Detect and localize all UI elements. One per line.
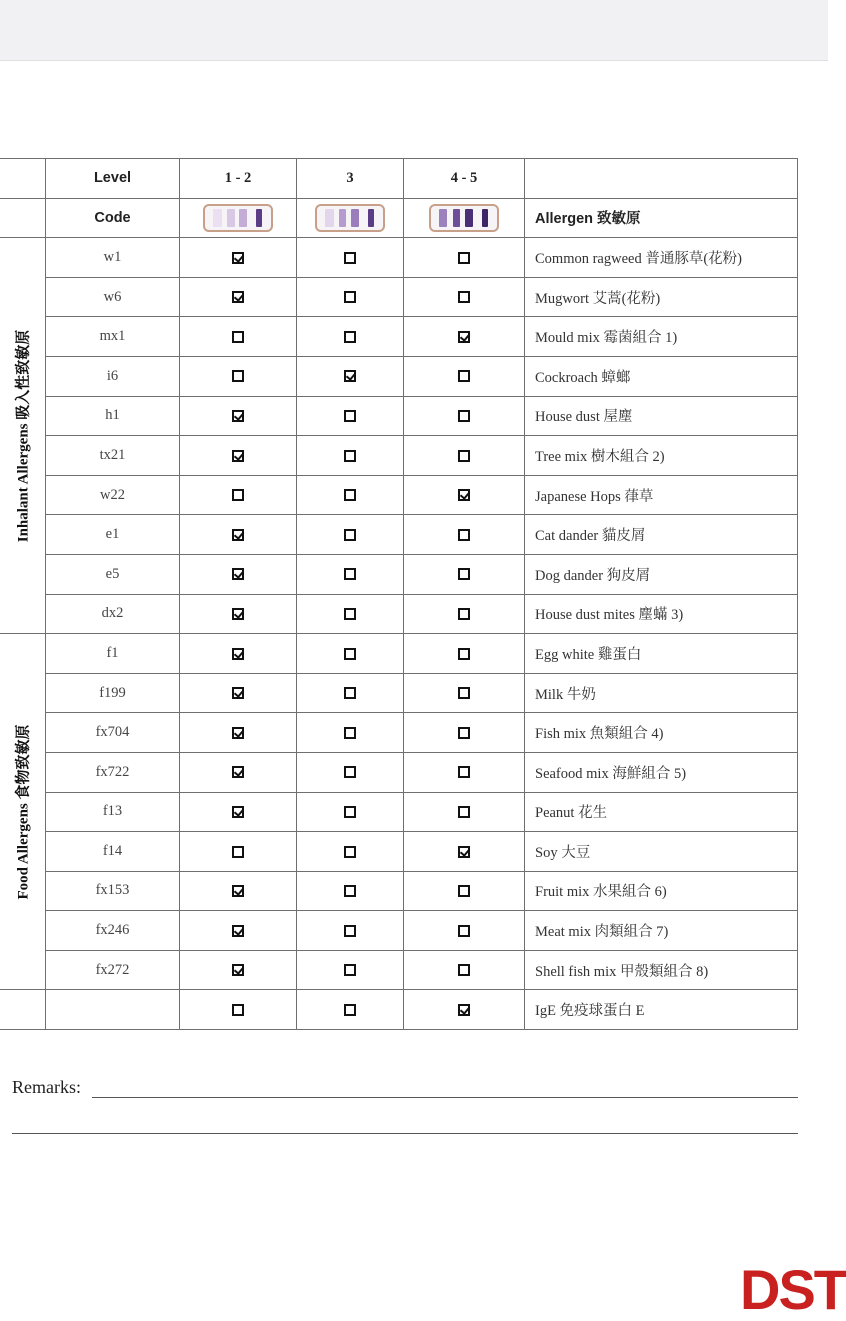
level-cell	[297, 317, 404, 357]
allergen-name: Peanut 花生	[525, 792, 798, 832]
table-row	[0, 475, 798, 515]
checkbox-icon	[344, 648, 356, 660]
level-cell	[180, 634, 297, 674]
level-cell	[404, 990, 525, 1030]
level-cell	[180, 950, 297, 990]
remarks-label: Remarks:	[12, 1077, 81, 1097]
checkbox-icon	[344, 687, 356, 699]
allergen-code: e1	[46, 515, 180, 555]
table-row	[0, 792, 798, 832]
corner-cell	[0, 159, 46, 199]
allergen-name: Mould mix 霉菌組合 1)	[525, 317, 798, 357]
checkbox-icon	[458, 925, 470, 937]
level-cell	[297, 396, 404, 436]
checkbox-icon	[458, 410, 470, 422]
checkbox-icon	[232, 846, 244, 858]
checkbox-icon	[344, 450, 356, 462]
checked-box-icon	[232, 568, 244, 580]
table-row	[0, 277, 798, 317]
checkbox-icon	[458, 252, 470, 264]
strip-cell-3	[404, 198, 525, 238]
level-1-2-header: 1 - 2	[180, 159, 297, 199]
table-row	[0, 990, 798, 1030]
level-cell	[297, 673, 404, 713]
level-cell	[297, 990, 404, 1030]
allergen-name: Meat mix 肉類組合 7)	[525, 911, 798, 951]
level-cell	[404, 832, 525, 872]
allergen-name: Japanese Hops 葎草	[525, 475, 798, 515]
allergen-code: f1	[46, 634, 180, 674]
level-label: Level	[46, 159, 180, 199]
allergen-name: House dust mites 塵蟎 3)	[525, 594, 798, 634]
level-cell	[404, 594, 525, 634]
allergen-code: f13	[46, 792, 180, 832]
checked-box-icon	[232, 529, 244, 541]
level-cell	[180, 594, 297, 634]
allergen-code: tx21	[46, 436, 180, 476]
checkbox-icon	[458, 885, 470, 897]
allergen-name: Tree mix 樹木組合 2)	[525, 436, 798, 476]
level-cell	[297, 792, 404, 832]
top-bar	[0, 0, 828, 61]
checkbox-icon	[458, 806, 470, 818]
level-cell	[180, 277, 297, 317]
allergen-name: Fruit mix 水果組合 6)	[525, 871, 798, 911]
table-row	[0, 911, 798, 951]
allergen-code: w1	[46, 238, 180, 278]
allergen-code: dx2	[46, 594, 180, 634]
level-cell	[180, 396, 297, 436]
level-cell	[297, 871, 404, 911]
checked-box-icon	[232, 727, 244, 739]
level-cell	[404, 673, 525, 713]
level-cell	[180, 832, 297, 872]
level-cell	[404, 356, 525, 396]
level-cell	[404, 317, 525, 357]
checkbox-icon	[344, 766, 356, 778]
level-cell	[404, 713, 525, 753]
checkbox-icon	[458, 568, 470, 580]
table-row	[0, 317, 798, 357]
checkbox-icon	[344, 806, 356, 818]
level-cell	[404, 515, 525, 555]
checkbox-icon	[344, 331, 356, 343]
allergen-name: Dog dander 狗皮屑	[525, 554, 798, 594]
allergen-code: fx272	[46, 950, 180, 990]
strip-cell-1	[180, 198, 297, 238]
level-cell	[404, 950, 525, 990]
table-row	[0, 832, 798, 872]
checked-box-icon	[232, 648, 244, 660]
table-row	[0, 950, 798, 990]
remarks-line-2	[12, 1133, 798, 1134]
table-row	[0, 515, 798, 555]
checked-box-icon	[232, 964, 244, 976]
level-cell	[180, 752, 297, 792]
checkbox-icon	[344, 1004, 356, 1016]
checked-box-icon	[232, 766, 244, 778]
checkbox-icon	[458, 648, 470, 660]
level-cell	[297, 554, 404, 594]
checked-box-icon	[458, 1004, 470, 1016]
level-cell	[404, 396, 525, 436]
level-cell	[404, 752, 525, 792]
checked-box-icon	[458, 846, 470, 858]
food-category-label	[0, 634, 46, 990]
table-row	[0, 871, 798, 911]
checkbox-icon	[458, 608, 470, 620]
table-row	[0, 713, 798, 753]
allergen-header: Allergen 致敏原	[525, 198, 798, 238]
blank-header-cell	[525, 159, 798, 199]
allergen-name: Seafood mix 海鮮組合 5)	[525, 752, 798, 792]
level-cell	[297, 752, 404, 792]
checked-box-icon	[232, 252, 244, 264]
checkbox-icon	[344, 568, 356, 580]
checked-box-icon	[232, 925, 244, 937]
category-label-text: Inhalant Allergens 吸入性致敏原	[15, 329, 32, 542]
dst-logo: DST	[740, 1258, 846, 1321]
checkbox-icon	[344, 964, 356, 976]
level-cell	[180, 871, 297, 911]
table-row	[0, 752, 798, 792]
level-cell	[404, 238, 525, 278]
allergen-code: f199	[46, 673, 180, 713]
strip-cell-2	[297, 198, 404, 238]
checkbox-icon	[458, 291, 470, 303]
checkbox-icon	[458, 964, 470, 976]
allergen-name: Common ragweed 普通豚草(花粉)	[525, 238, 798, 278]
remarks-line	[92, 1097, 798, 1098]
level-cell	[297, 950, 404, 990]
allergen-name: IgE 免疫球蛋白 E	[525, 990, 798, 1030]
checked-box-icon	[458, 489, 470, 501]
allergen-code: fx704	[46, 713, 180, 753]
checkbox-icon	[344, 291, 356, 303]
checkbox-icon	[232, 489, 244, 501]
category-blank-cell	[0, 990, 46, 1030]
checkbox-icon	[232, 1004, 244, 1016]
level-cell	[180, 317, 297, 357]
checkbox-icon	[458, 766, 470, 778]
reaction-strip-icon	[429, 204, 499, 232]
allergen-name: Shell fish mix 甲殼類組合 8)	[525, 950, 798, 990]
level-cell	[297, 436, 404, 476]
level-cell	[180, 673, 297, 713]
allergen-code: i6	[46, 356, 180, 396]
checkbox-icon	[458, 687, 470, 699]
checkbox-icon	[344, 410, 356, 422]
checkbox-icon	[458, 727, 470, 739]
table-row	[0, 356, 798, 396]
table-row	[0, 594, 798, 634]
level-cell	[180, 713, 297, 753]
allergen-name: Mugwort 艾蒿(花粉)	[525, 277, 798, 317]
checkbox-icon	[344, 885, 356, 897]
level-cell	[404, 792, 525, 832]
level-cell	[404, 634, 525, 674]
level-cell	[404, 475, 525, 515]
checkbox-icon	[232, 370, 244, 382]
checkbox-icon	[458, 529, 470, 541]
checkbox-icon	[344, 608, 356, 620]
allergen-code: f14	[46, 832, 180, 872]
allergen-name: House dust 屋塵	[525, 396, 798, 436]
checked-box-icon	[232, 806, 244, 818]
reaction-strip-icon	[203, 204, 273, 232]
level-cell	[297, 515, 404, 555]
level-cell	[180, 475, 297, 515]
checked-box-icon	[232, 687, 244, 699]
checkbox-icon	[344, 529, 356, 541]
checked-box-icon	[344, 370, 356, 382]
checkbox-icon	[344, 489, 356, 501]
checked-box-icon	[232, 410, 244, 422]
level-3-header: 3	[297, 159, 404, 199]
table-row	[0, 554, 798, 594]
level-cell	[297, 277, 404, 317]
table-row	[0, 436, 798, 476]
level-cell	[180, 911, 297, 951]
checked-box-icon	[232, 291, 244, 303]
checked-box-icon	[232, 885, 244, 897]
allergen-table	[0, 158, 798, 1030]
allergen-name: Egg white 雞蛋白	[525, 634, 798, 674]
level-cell	[297, 356, 404, 396]
inhalant-category-label	[0, 238, 46, 634]
allergen-code: fx153	[46, 871, 180, 911]
level-cell	[297, 634, 404, 674]
checked-box-icon	[232, 608, 244, 620]
level-cell	[297, 594, 404, 634]
level-cell	[180, 792, 297, 832]
corner-cell	[0, 198, 46, 238]
reaction-strip-icon	[315, 204, 385, 232]
level-cell	[180, 515, 297, 555]
checkbox-icon	[344, 925, 356, 937]
allergen-code: fx246	[46, 911, 180, 951]
level-cell	[297, 238, 404, 278]
checkbox-icon	[458, 370, 470, 382]
level-cell	[404, 436, 525, 476]
allergen-code: e5	[46, 554, 180, 594]
checkbox-icon	[344, 727, 356, 739]
allergen-name: Milk 牛奶	[525, 673, 798, 713]
allergen-code: mx1	[46, 317, 180, 357]
allergen-name: Fish mix 魚類組合 4)	[525, 713, 798, 753]
level-cell	[297, 832, 404, 872]
level-cell	[180, 436, 297, 476]
checkbox-icon	[458, 450, 470, 462]
checkbox-icon	[344, 846, 356, 858]
checkbox-icon	[232, 331, 244, 343]
level-cell	[180, 990, 297, 1030]
level-cell	[180, 554, 297, 594]
table-row	[0, 396, 798, 436]
level-cell	[404, 554, 525, 594]
allergen-code: h1	[46, 396, 180, 436]
category-label-text: Food Allergens 食物致敏原	[15, 724, 32, 900]
level-4-5-header: 4 - 5	[404, 159, 525, 199]
allergen-name: Cockroach 蟑螂	[525, 356, 798, 396]
checked-box-icon	[232, 450, 244, 462]
level-cell	[404, 871, 525, 911]
allergen-code	[46, 990, 180, 1030]
level-cell	[404, 277, 525, 317]
header-row-code	[0, 198, 798, 238]
checkbox-icon	[344, 252, 356, 264]
table-row	[0, 634, 798, 674]
level-cell	[180, 238, 297, 278]
allergen-name: Cat dander 貓皮屑	[525, 515, 798, 555]
table-row	[0, 238, 798, 278]
level-cell	[297, 911, 404, 951]
level-cell	[297, 475, 404, 515]
code-label: Code	[46, 198, 180, 238]
allergen-code: w6	[46, 277, 180, 317]
table-row	[0, 673, 798, 713]
checked-box-icon	[458, 331, 470, 343]
level-cell	[297, 713, 404, 753]
header-row-level	[0, 159, 798, 199]
allergen-name: Soy 大豆	[525, 832, 798, 872]
allergen-code: fx722	[46, 752, 180, 792]
level-cell	[180, 356, 297, 396]
level-cell	[404, 911, 525, 951]
allergen-code: w22	[46, 475, 180, 515]
